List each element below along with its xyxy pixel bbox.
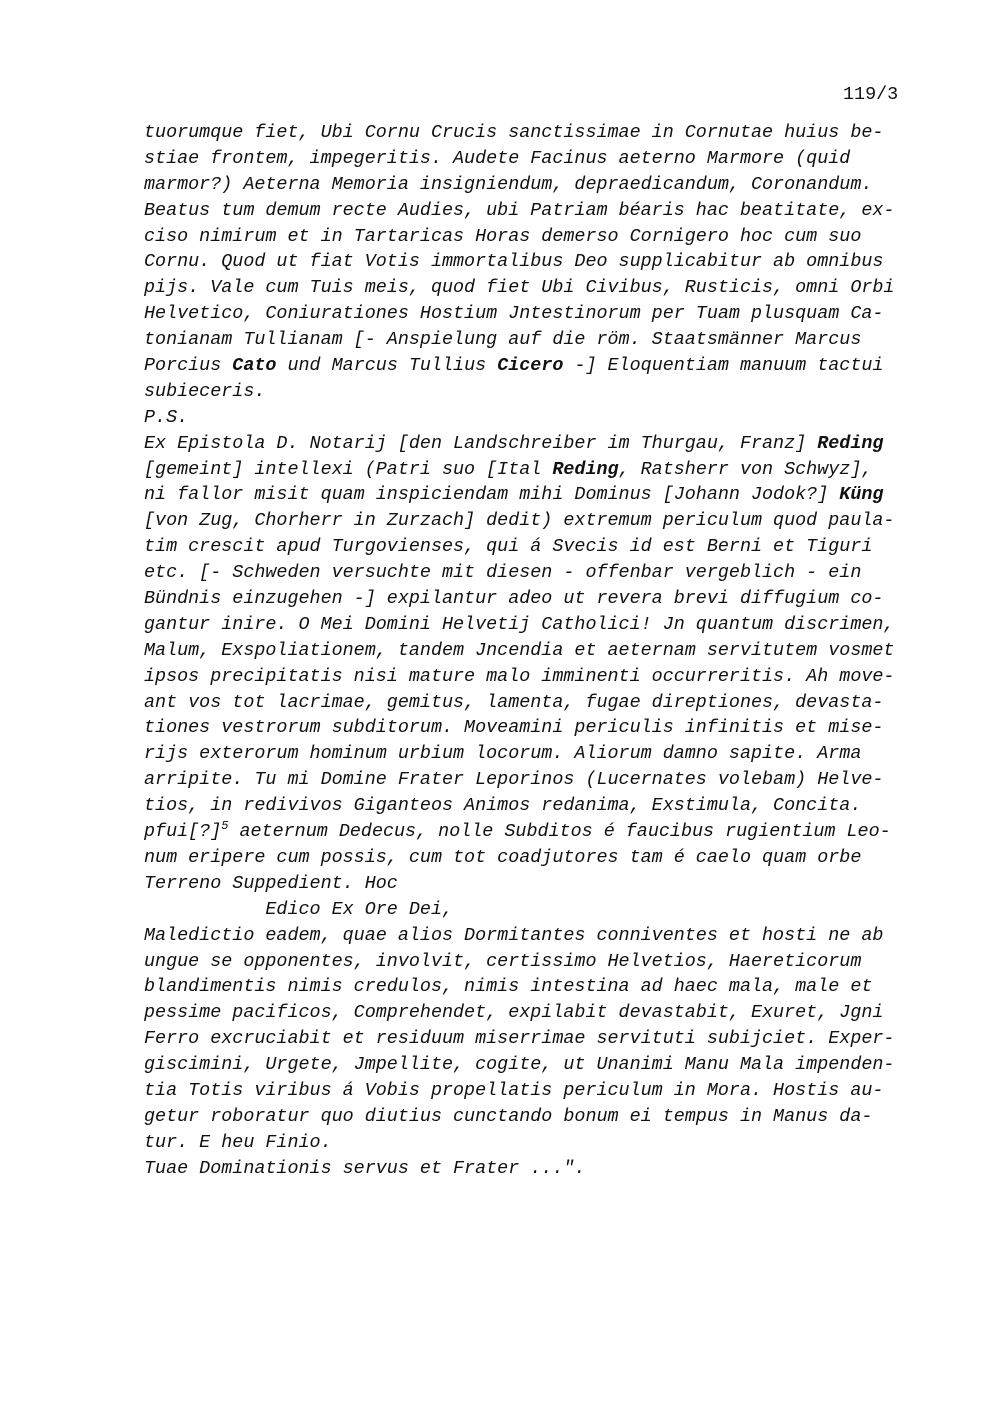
bold-name: Cicero (497, 355, 564, 377)
text-line (144, 301, 944, 327)
text-segment: tiones vestrorum subditorum. Moveamini periculis infinitis et mise- (144, 717, 884, 739)
text-line (144, 949, 944, 975)
text-segment: Edico Ex Ore Dei, (144, 898, 454, 920)
text-segment: Cornu. Quod ut fiat Votis immortalibus Deo supplicabitur ab omnibus (144, 251, 884, 273)
text-segment: etc. [- Schweden versuchte mit diesen - offenbar vergeblich - ein (144, 562, 862, 584)
text-segment: rijs exterorum hominum urbium locorum. Aliorum damno sapite. Arma (144, 743, 862, 765)
text-line (144, 1078, 944, 1104)
text-segment: pijs. Vale cum Tuis meis, quod fiet Ubi Civibus, Rusticis, omni Orbi (144, 277, 895, 299)
text-segment: marmor?) Aeterna Memoria insigniendum, depraedicandum, Coronandum. (144, 173, 873, 195)
text-segment: P.S. (144, 406, 189, 428)
text-segment: subieceris. (144, 380, 266, 402)
text-segment: blandimentis nimis credulos, nimis intestina ad haec mala, male et (144, 976, 873, 998)
text-segment: Ferro excruciabit et residuum miserrimae servituti subijciet. Exper- (144, 1028, 895, 1050)
text-segment: Maledictio eadem, quae alios Dormitantes conniventes et hosti ne ab (144, 924, 884, 946)
text-segment: Beatus tum demum recte Audies, ubi Patriam béaris hac beatitate, ex- (144, 199, 895, 221)
text-segment: ant vos tot lacrimae, gemitus, lamenta, fugae direptiones, devasta- (144, 691, 884, 713)
text-line (144, 457, 944, 483)
text-segment: tia Totis viribus á Vobis propellatis periculum in Mora. Hostis au- (144, 1079, 884, 1101)
text-segment: Bündnis einzugehen -] expilantur adeo ut revera brevi diffugium co- (144, 588, 884, 610)
text-segment: ni fallor misit quam inspiciendam mihi Dominus [Johann Jodok?] (144, 484, 840, 506)
bold-name: Reding (552, 458, 619, 480)
text-line (144, 1026, 944, 1052)
text-segment: Malum, Exspoliationem, tandem Jncendia et aeternam servitutem vosmet (144, 639, 895, 661)
text-segment: [gemeint] intellexi (Patri suo [Ital (144, 458, 553, 480)
bold-name: Cato (232, 355, 277, 377)
text-line (144, 638, 944, 664)
text-segment: -] Eloquentiam manuum tactui (563, 355, 884, 377)
text-line (144, 1104, 944, 1130)
text-segment: Terreno Suppedient. Hoc (144, 872, 398, 894)
text-line (144, 767, 944, 793)
text-segment: tur. E heu Finio. (144, 1131, 332, 1153)
text-segment: Helvetico, Coniurationes Hostium Jntestinorum per Tuam plusquam Ca- (144, 303, 884, 325)
text-line (144, 120, 944, 146)
text-line (144, 923, 944, 949)
text-line (144, 379, 944, 405)
text-line (144, 431, 944, 457)
text-line (144, 353, 944, 379)
text-segment: ciso nimirum et in Tartaricas Horas demerso Cornigero hoc cum suo (144, 225, 862, 247)
page-number: 119/3 (843, 84, 899, 105)
text-line (144, 715, 944, 741)
text-segment: tonianam Tullianam [- Anspielung auf die röm. Staatsmänner Marcus (144, 329, 862, 351)
text-line (144, 275, 944, 301)
text-line (144, 793, 944, 819)
text-segment: pfui[?] (144, 821, 222, 843)
text-line (144, 1052, 944, 1078)
text-line (144, 1000, 944, 1026)
text-line (144, 534, 944, 560)
text-segment: tuorumque fiet, Ubi Cornu Crucis sanctissimae in Cornutae huius be- (144, 122, 884, 143)
text-segment: Ex Epistola D. Notarij [den Landschreiber im Thurgau, Franz] (144, 432, 818, 454)
text-line (144, 1156, 944, 1182)
footnote-ref: 5 (221, 819, 229, 834)
text-line (144, 560, 944, 586)
text-line (144, 664, 944, 690)
text-line (144, 897, 944, 923)
text-line (144, 249, 944, 275)
text-segment: tim crescit apud Turgovienses, qui á Svecis id est Berni et Tiguri (144, 536, 873, 558)
text-segment: Porcius (144, 355, 233, 377)
text-line (144, 845, 944, 871)
text-line (144, 198, 944, 224)
bold-name: Küng (839, 484, 884, 506)
text-line (144, 482, 944, 508)
text-line (144, 327, 944, 353)
text-segment: stiae frontem, impegeritis. Audete Facinus aeterno Marmore (quid (144, 147, 851, 169)
text-segment: gantur inire. O Mei Domini Helvetij Catholici! Jn quantum discrimen, (144, 613, 895, 635)
text-line (144, 172, 944, 198)
text-line (144, 224, 944, 250)
text-line (144, 690, 944, 716)
bold-name: Reding (817, 432, 884, 454)
text-segment: Tuae Dominationis servus et Frater ...". (144, 1157, 586, 1179)
text-line (144, 146, 944, 172)
text-line (144, 819, 944, 845)
text-segment: und Marcus Tullius (276, 355, 498, 377)
text-segment: giscimini, Urgete, Jmpellite, cogite, ut Unanimi Manu Mala impenden- (144, 1054, 895, 1076)
text-line (144, 586, 944, 612)
text-segment: [von Zug, Chorherr in Zurzach] dedit) extremum periculum quod paula- (144, 510, 895, 532)
text-segment: arripite. Tu mi Domine Frater Leporinos (Lucernates volebam) Helve- (144, 769, 884, 791)
text-line (144, 974, 944, 1000)
text-segment: , Ratsherr von Schwyz], (618, 458, 873, 480)
text-line (144, 741, 944, 767)
text-line (144, 612, 944, 638)
text-line (144, 508, 944, 534)
text-segment: num eripere cum possis, cum tot coadjutores tam é caelo quam orbe (144, 846, 862, 868)
text-segment: ipsos precipitatis nisi mature malo imminenti occurreritis. Ah move- (144, 665, 895, 687)
text-segment: ungue se opponentes, involvit, certissimo Helvetios, Haereticorum (144, 950, 862, 972)
text-line (144, 405, 944, 431)
text-segment: pessime pacificos, Comprehendet, expilabit devastabit, Exuret, Jgni (144, 1002, 884, 1024)
text-segment: tios, in redivivos Giganteos Animos redanima, Exstimula, Concita. (144, 795, 862, 817)
text-segment: getur roboratur quo diutius cunctando bonum ei tempus in Manus da- (144, 1105, 873, 1127)
text-line (144, 1130, 944, 1156)
text-segment: aeternum Dedecus, nolle Subditos é faucibus rugientium Leo- (228, 821, 891, 843)
letter-text (144, 120, 944, 1182)
text-line (144, 871, 944, 897)
